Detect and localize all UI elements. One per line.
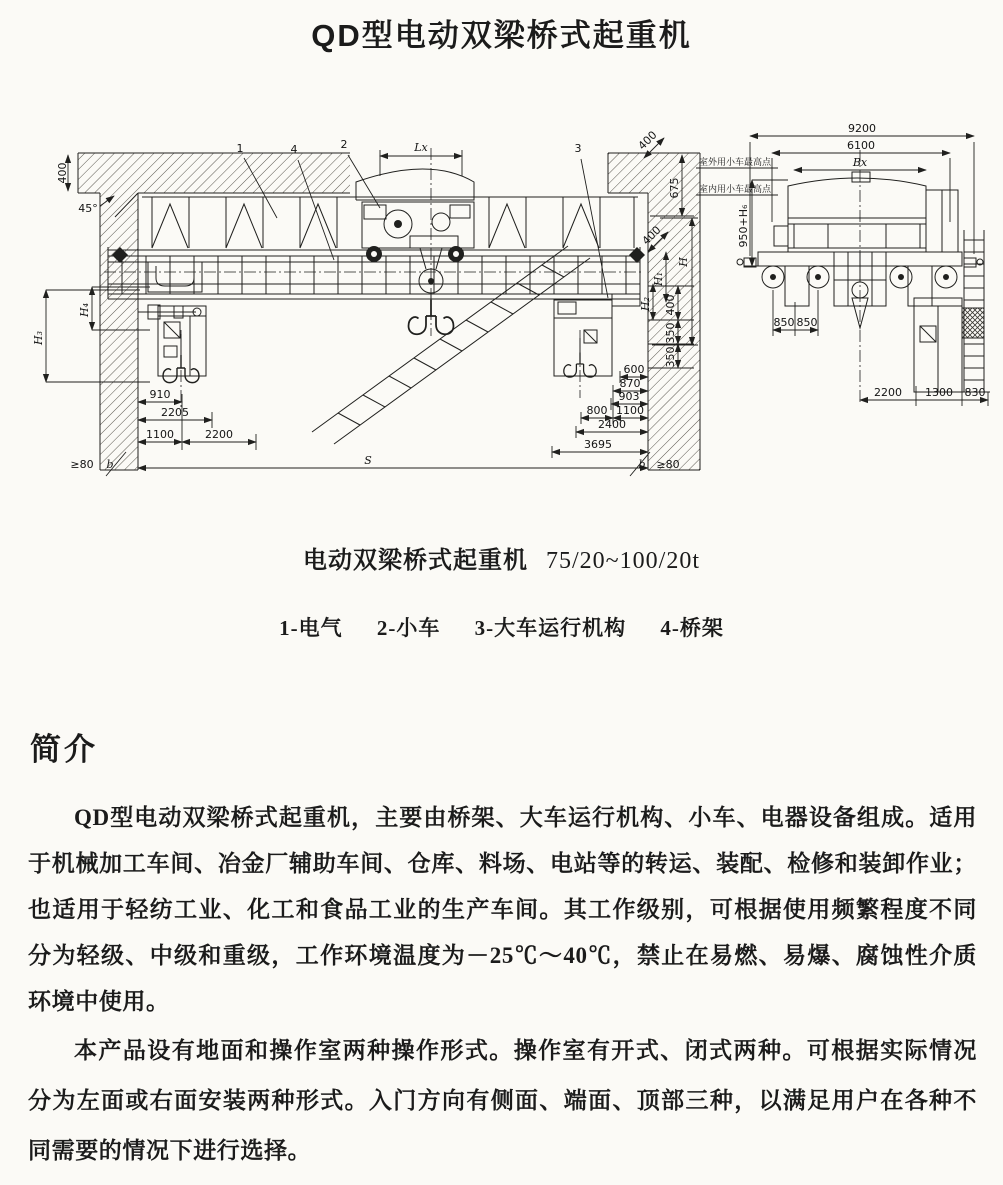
callout-4: 4 — [290, 143, 298, 156]
dim-9200: 9200 — [848, 122, 876, 135]
dim-400-top-left: 400 — [56, 162, 69, 184]
figure-caption-spec: 75/20~100/20t — [546, 548, 700, 574]
dim-h: H — [677, 257, 690, 267]
page-title: QD型电动双梁桥式起重机 — [311, 18, 692, 53]
staircase — [312, 246, 590, 444]
front-elevation-view — [32, 129, 778, 476]
paragraph-line: 同需要的情况下进行选择。 — [28, 1138, 312, 1163]
legend-item-travel-mechanism: 3-大车运行机构 — [474, 616, 627, 640]
paragraph-line: 环境中使用。 — [28, 989, 170, 1014]
label-indoor-trolley-highest: 室内用小车最高点 — [699, 184, 772, 194]
paragraph-line: 分为左面或右面安装两种形式。入门方向有侧面、端面、顶部三种，以满足用户在各种不 — [28, 1088, 977, 1113]
dim-870: 870 — [619, 377, 641, 390]
dim-1300: 1300 — [925, 386, 953, 399]
dim-800: 800 — [586, 404, 608, 417]
dim-b-left: b — [106, 458, 114, 471]
callout-2: 2 — [340, 138, 348, 151]
dim-850-a: 850 — [773, 316, 795, 329]
legend-item-bridge: 4-桥架 — [660, 616, 724, 640]
dim-950-h6: 950+H₆ — [737, 204, 750, 248]
left-equipment — [138, 262, 206, 383]
end-view-structure — [737, 150, 990, 402]
label-outdoor-trolley-highest: 室外用小车最高点 — [699, 157, 772, 167]
dim-h2: H₂ — [639, 296, 652, 312]
dim-45-degree: 45° — [78, 202, 98, 215]
dim-600: 600 — [623, 363, 645, 376]
paragraph-line: 也适用于轻纺工业、化工和食品工业的生产车间。其工作级别，可根据使用频繁程度不同 — [28, 897, 977, 922]
dim-h4: H₄ — [78, 302, 91, 318]
callout-1: 1 — [236, 142, 244, 155]
dim-1100-left: 1100 — [146, 428, 174, 441]
legend-item-trolley: 2-小车 — [376, 616, 441, 640]
figure-caption — [0, 540, 1003, 575]
dim-910: 910 — [149, 388, 171, 401]
dim-2200-left: 2200 — [205, 428, 233, 441]
callout-3: 3 — [574, 142, 582, 155]
legend-item-electric: 1-电气 — [279, 616, 343, 640]
figure-caption-name: 电动双梁桥式起重机 — [303, 548, 528, 574]
paragraph-line: QD型电动双梁桥式起重机，主要由桥架、大车运行机构、小车、电器设备组成。适用 — [74, 805, 977, 830]
dim-350-b: 350 — [664, 346, 677, 368]
dim-span-s: S — [364, 454, 372, 467]
dim-2400: 2400 — [598, 418, 626, 431]
end-dimension-lines — [744, 136, 988, 406]
dim-2200-end: 2200 — [874, 386, 902, 399]
dim-675: 675 — [668, 177, 681, 199]
end-dimension-labels — [737, 122, 986, 399]
dim-h3: H₃ — [32, 330, 45, 346]
dim-850-b: 850 — [796, 316, 818, 329]
dim-400-right-mid: 400 — [639, 223, 664, 248]
dim-bx: Bx — [852, 156, 868, 169]
figure-legend — [0, 612, 1003, 642]
dim-400-right-upper: 400 — [635, 128, 660, 153]
end-view — [737, 122, 990, 406]
dim-ge80-left: ≥80 — [70, 458, 94, 471]
dim-lx: Lx — [414, 141, 428, 154]
paragraph-line: 本产品设有地面和操作室两种操作形式。操作室有开式、闭式两种。可根据实际情况 — [74, 1038, 977, 1063]
dim-h1: H₁ — [652, 271, 665, 287]
crane-technical-drawing — [0, 95, 1003, 500]
section-heading: 简介 — [30, 732, 98, 767]
intro-paragraph-1 — [28, 795, 977, 1025]
paragraph-line: 于机械加工车间、冶金厂辅助车间、仓库、料场、电站等的转运、装配、检修和装卸作业； — [28, 851, 977, 876]
dim-2205: 2205 — [161, 406, 189, 419]
dim-1100-right: 1100 — [616, 404, 644, 417]
dim-350-a: 350 — [664, 322, 677, 344]
dim-b-right: b — [638, 458, 646, 471]
dim-903: 903 — [618, 390, 640, 403]
dim-6100: 6100 — [847, 139, 875, 152]
intro-paragraph-2 — [28, 1026, 977, 1176]
trolley-hoist — [356, 169, 474, 334]
dim-400-right-lower: 400 — [664, 294, 677, 316]
paragraph-line: 分为轻级、中级和重级，工作环境温度为－25℃～40℃，禁止在易燃、易爆、腐蚀性介质 — [28, 943, 977, 968]
dim-3695: 3695 — [584, 438, 612, 451]
dim-ge80-right: ≥80 — [656, 458, 680, 471]
crane-drawing-svg — [0, 95, 1003, 500]
dim-830: 830 — [964, 386, 986, 399]
